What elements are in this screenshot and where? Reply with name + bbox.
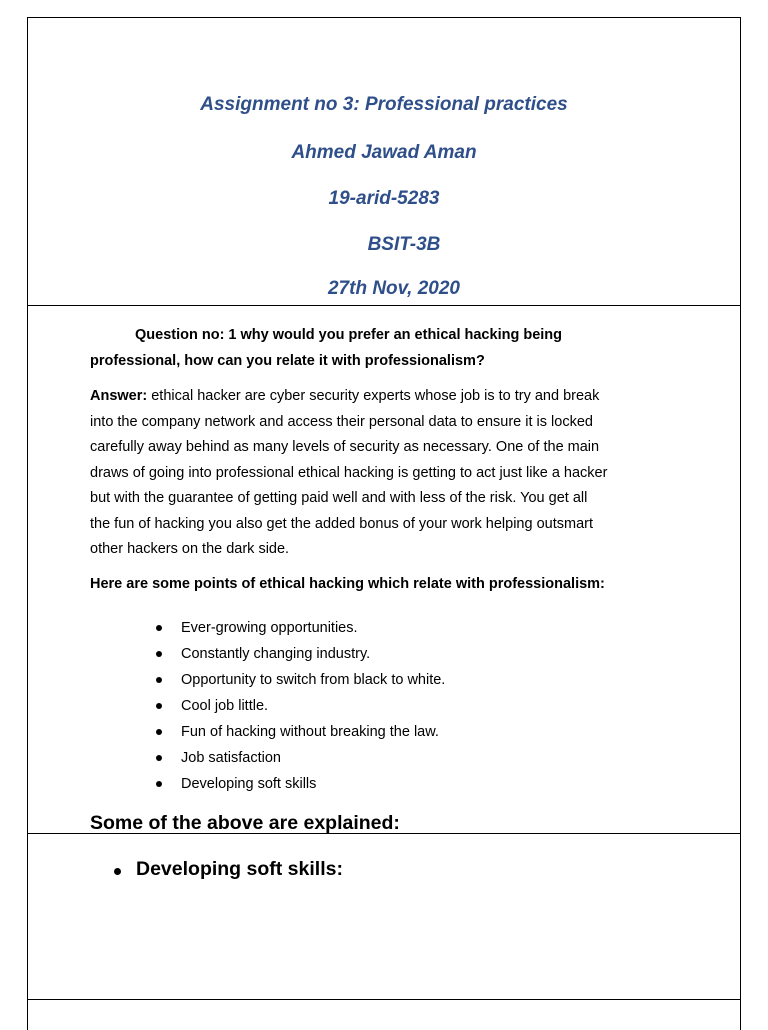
question-line-2: professional, how can you relate it with professionalism? — [90, 353, 485, 369]
bullet-icon — [114, 868, 121, 875]
answer-line: other hackers on the dark side. — [90, 541, 290, 557]
list-item: Constantly changing industry. — [154, 641, 445, 667]
student-name: Ahmed Jawad Aman — [291, 142, 477, 163]
subheading-label: Developing soft skills: — [136, 858, 343, 880]
answer-line: but with the guarantee of getting paid well and with less of the risk. You get all — [90, 490, 588, 506]
points-heading: Here are some points of ethical hacking which relate with professionalism: — [90, 576, 605, 592]
list-item: Ever-growing opportunities. — [154, 615, 445, 641]
bullet-icon — [156, 755, 162, 761]
assignment-title: Assignment no 3: Professional practices — [200, 94, 568, 115]
answer-line: draws of going into professional ethical hacking is getting to act just like a hacker — [90, 464, 608, 481]
bullet-icon — [156, 703, 162, 709]
list-item: Opportunity to switch from black to white. — [154, 667, 445, 693]
explained-heading: Some of the above are explained: — [90, 812, 400, 834]
list-item: Fun of hacking without breaking the law. — [154, 719, 445, 745]
answer-line: the fun of hacking you also get the added bonus of your work helping outsmart — [90, 515, 593, 532]
page-4-border — [27, 1000, 741, 1030]
bullet-icon — [156, 625, 162, 631]
date: 27th Nov, 2020 — [327, 278, 461, 299]
question-line-1: Question no: 1 why would you prefer an ethical hacking being — [135, 327, 562, 343]
roll-number: 19-arid-5283 — [328, 188, 440, 209]
answer-paragraph — [90, 384, 690, 563]
bullet-icon — [156, 729, 162, 735]
answer-line: into the company network and access their personal data to ensure it is locked — [90, 413, 593, 430]
answer-line: carefully away behind as many levels of security as necessary. One of the main — [90, 439, 600, 455]
subheading-bullet — [112, 858, 343, 881]
question-text — [90, 322, 690, 374]
bullet-icon — [156, 781, 162, 787]
bullet-icon — [156, 651, 162, 657]
answer-label: Answer: — [90, 388, 148, 404]
list-item: Cool job little. — [154, 693, 445, 719]
list-item: Developing soft skills — [154, 771, 445, 797]
list-item: Job satisfaction — [154, 745, 445, 771]
bullet-icon — [156, 677, 162, 683]
section: BSIT-3B — [367, 234, 441, 255]
points-list — [154, 615, 445, 797]
answer-line: ethical hacker are cyber security experts whose job is to try and break — [147, 388, 600, 404]
